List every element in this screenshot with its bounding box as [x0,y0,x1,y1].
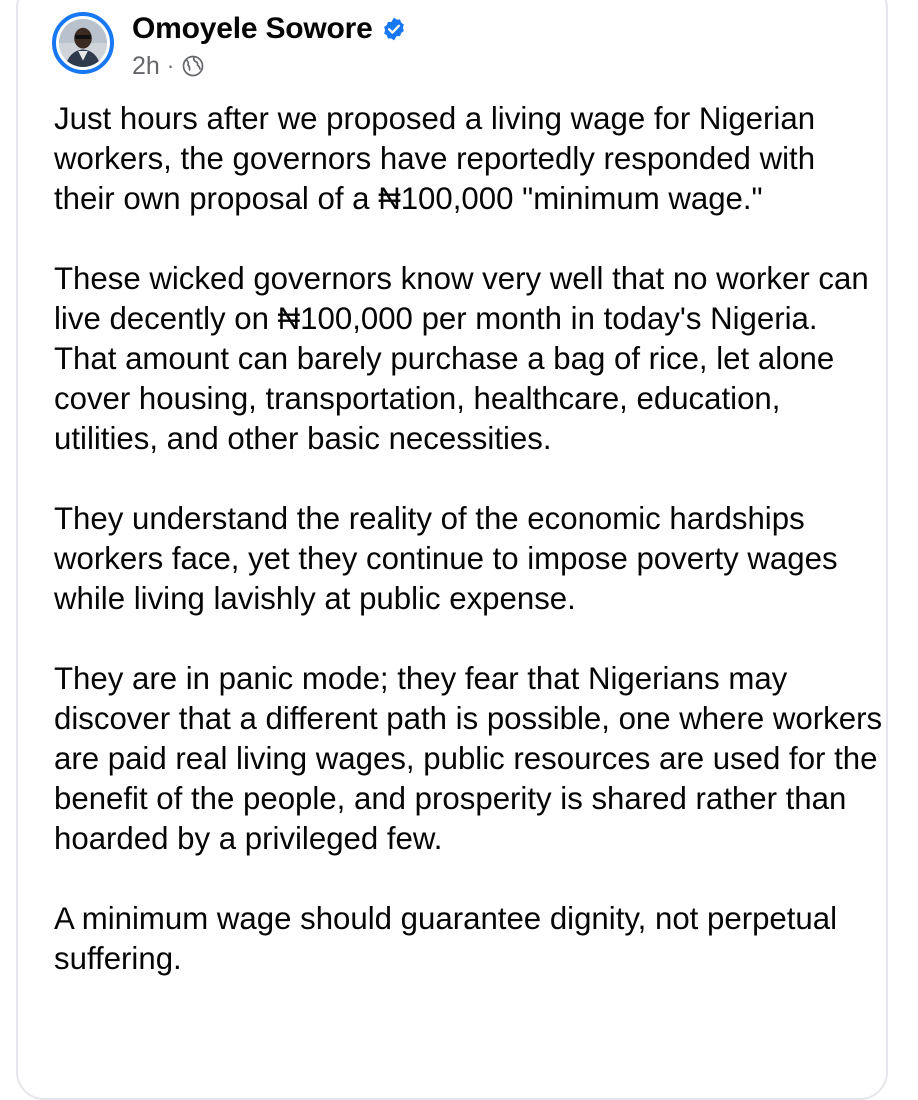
post-text [54,99,884,979]
author-row [132,10,407,48]
post-paragraph: A minimum wage should guarantee dignity, not perpetual suffering. [54,901,838,976]
separator-dot: · [166,53,175,78]
globe-icon[interactable] [181,54,205,78]
post-paragraph: These wicked governors know very well that no worker can live decently on ₦100,000 per month in today's Nigeria. That amount can barely purchase a bag of rice, let alone cover housing, transportation, healthcare, education, utilities, and other basic necessities. [54,261,869,456]
post-paragraph: They understand the reality of the economic hardships workers face, yet they continue to impose poverty wages while living lavishly at public expense. [54,501,838,616]
post-paragraph: They are in panic mode; they fear that Nigerians may discover that a different path is possible, one where workers are paid real living wages, public resources are used for the benefit of the people, and prosperity is shared rather than hoarded by a privileged few. [54,661,883,856]
post-paragraph: Just hours after we proposed a living wage for Nigerian workers, the governors have reportedly responded with their own proposal of a ₦100,000 "minimum wage." [54,101,816,216]
post-header [52,10,407,80]
post-meta [132,10,407,83]
post-timestamp[interactable]: 2h [132,51,160,80]
avatar[interactable] [52,12,114,74]
avatar-photo [59,19,107,67]
post-subline [132,49,407,83]
verified-badge-icon [381,16,407,42]
author-name[interactable]: Omoyele Sowore [132,12,373,45]
